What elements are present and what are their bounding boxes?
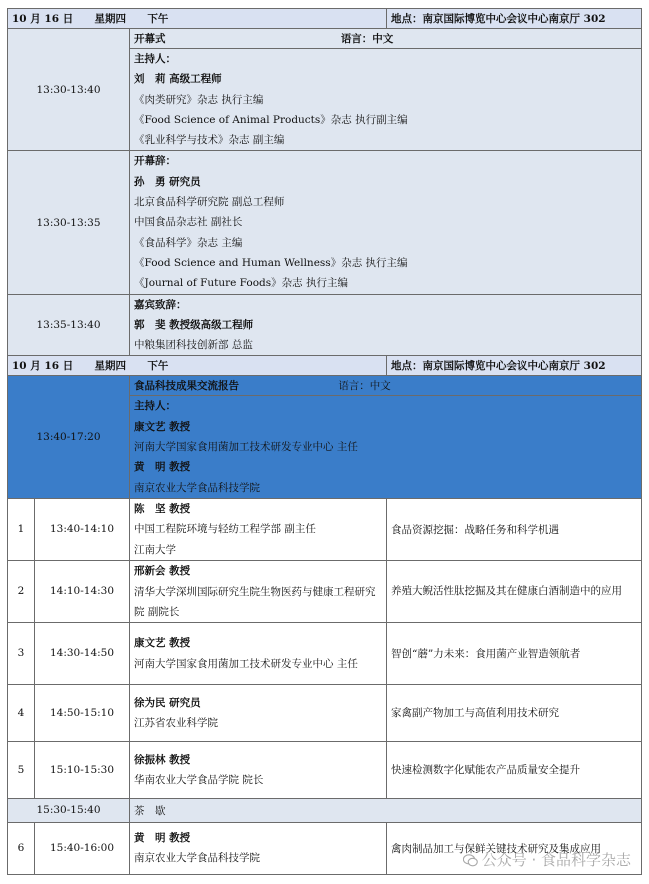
guest-name: 郭 斐 教授级高级工程师	[134, 318, 254, 331]
tea-time: 15:30-15:40	[8, 798, 130, 822]
talk-number: 2	[8, 560, 35, 622]
watermark	[463, 849, 631, 870]
talk-affil: 南京农业大学食品科技学院	[134, 852, 260, 865]
talk-time: 13:40-14:10	[35, 498, 130, 560]
speech-affil: 《食品科学》杂志 主编	[134, 236, 243, 249]
talk-time: 14:30-14:50	[35, 622, 130, 684]
talk-time: 15:10-15:30	[35, 741, 130, 798]
opening-row	[8, 29, 642, 49]
talk-affil: 华南农业大学食品学院 院长	[134, 773, 264, 786]
speech-row	[8, 151, 642, 294]
speech-name: 孙 勇 研究员	[134, 175, 201, 188]
day-header	[8, 9, 642, 29]
talk-time: 14:10-14:30	[35, 560, 130, 622]
talk-speaker: 徐振林 教授	[134, 753, 191, 766]
talk-topic: 禽肉制品加工与保鲜关键技术研究及集成应用	[387, 822, 642, 874]
session-host-name: 黄 明 教授	[134, 461, 191, 474]
session-language: 语言：中文	[338, 380, 391, 393]
talk-row	[8, 741, 642, 798]
header-date: 10 月 16 日	[12, 13, 74, 25]
talk-row	[8, 560, 642, 622]
talk-row	[8, 622, 642, 684]
talk-affil: 江南大学	[134, 543, 176, 556]
speech-affil: 中国食品杂志社 副社长	[134, 216, 243, 229]
talk-topic: 养殖大鲵活性肽挖掘及其在健康白酒制造中的应用	[391, 585, 623, 598]
speech-affil: 《Food Science and Human Wellness》杂志 执行主编	[134, 256, 408, 269]
opening-language: 语言：中文	[340, 33, 394, 45]
talk-number: 1	[8, 498, 35, 560]
guest-row	[8, 294, 642, 356]
talk-time: 15:40-16:00	[35, 822, 130, 874]
talk-topic: 智创“蘑”力未来：食用菌产业智造领航者	[387, 622, 642, 684]
host-affil: 《肉类研究》杂志 执行主编	[134, 93, 264, 106]
speech-label: 开幕辞：	[134, 155, 176, 168]
session-host-affil: 河南大学国家食用菌加工技术研发专业中心 主任	[134, 441, 358, 454]
talk-time: 14:50-15:10	[35, 684, 130, 741]
host-label: 主持人：	[134, 53, 176, 65]
header-date: 10 月 16 日	[12, 360, 74, 373]
talk-number: 6	[8, 822, 35, 874]
tea-break-row	[8, 798, 642, 822]
header-location: 地点：南京国际博览中心会议中心南京厅 302	[387, 9, 642, 29]
header-period: 下午	[147, 13, 169, 25]
wechat-icon	[463, 854, 478, 867]
talk-number: 3	[8, 622, 35, 684]
guest-affil: 中粮集团科技创新部 总监	[134, 339, 253, 352]
header-weekday: 星期四	[94, 360, 127, 373]
host-time: 13:30-13:40	[8, 29, 130, 151]
talk-speaker: 康文艺 教授	[134, 637, 191, 650]
talk-topic: 家禽副产物加工与高值利用技术研究	[387, 684, 642, 741]
speech-time: 13:30-13:35	[8, 151, 130, 294]
speech-affil: 《Journal of Future Foods》杂志 执行主编	[134, 277, 348, 290]
talk-number: 4	[8, 684, 35, 741]
talk-topic: 食品资源挖掘：战略任务和科学机遇	[387, 498, 642, 560]
session-title: 食品科技成果交流报告	[134, 380, 239, 393]
session-host-name: 康文艺 教授	[134, 420, 191, 433]
guest-time: 13:35-13:40	[8, 294, 130, 356]
watermark-text: 公众号 · 食品科学杂志	[481, 851, 631, 869]
talk-speaker: 黄 明 教授	[134, 832, 191, 845]
header-period: 下午	[147, 360, 169, 373]
host-affil: 《Food Science of Animal Products》杂志 执行副主编	[134, 113, 408, 126]
day-header	[8, 356, 642, 376]
talk-affil: 江苏省农业科学院	[134, 716, 218, 729]
talk-row	[8, 684, 642, 741]
guest-label: 嘉宾致辞：	[134, 298, 187, 311]
opening-title: 开幕式	[134, 33, 166, 45]
talk-affil: 河南大学国家食用菌加工技术研发专业中心 主任	[134, 657, 358, 670]
talk-topic: 快速检测数字化赋能农产品质量安全提升	[387, 741, 642, 798]
speech-affil: 北京食品科学研究院 副总工程师	[134, 196, 285, 209]
talk-affil: 中国工程院环境与轻纺工程学部 副主任	[134, 523, 316, 536]
session-host-affil: 南京农业大学食品科技学院	[134, 481, 260, 494]
talk-speaker: 徐为民 研究员	[134, 696, 201, 709]
talk-speaker: 陈 坚 教授	[134, 502, 191, 515]
talk-number: 5	[8, 741, 35, 798]
session-host-label: 主持人：	[134, 400, 176, 413]
agenda-table	[7, 8, 642, 875]
host-name: 刘 莉 高级工程师	[134, 73, 222, 86]
header-location: 地点：南京国际博览中心会议中心南京厅 302	[387, 356, 642, 376]
session-title-row	[8, 376, 642, 396]
host-affil: 《乳业科学与技术》杂志 副主编	[134, 134, 285, 147]
tea-label: 茶 歇	[130, 798, 642, 822]
talk-row	[8, 498, 642, 560]
talk-speaker: 邢新会 教授	[134, 565, 191, 578]
header-weekday: 星期四	[94, 13, 127, 25]
session-time: 13:40-17:20	[8, 376, 130, 498]
talk-affil: 清华大学深圳国际研究生院生物医药与健康工程研究院 副院长	[134, 585, 376, 618]
